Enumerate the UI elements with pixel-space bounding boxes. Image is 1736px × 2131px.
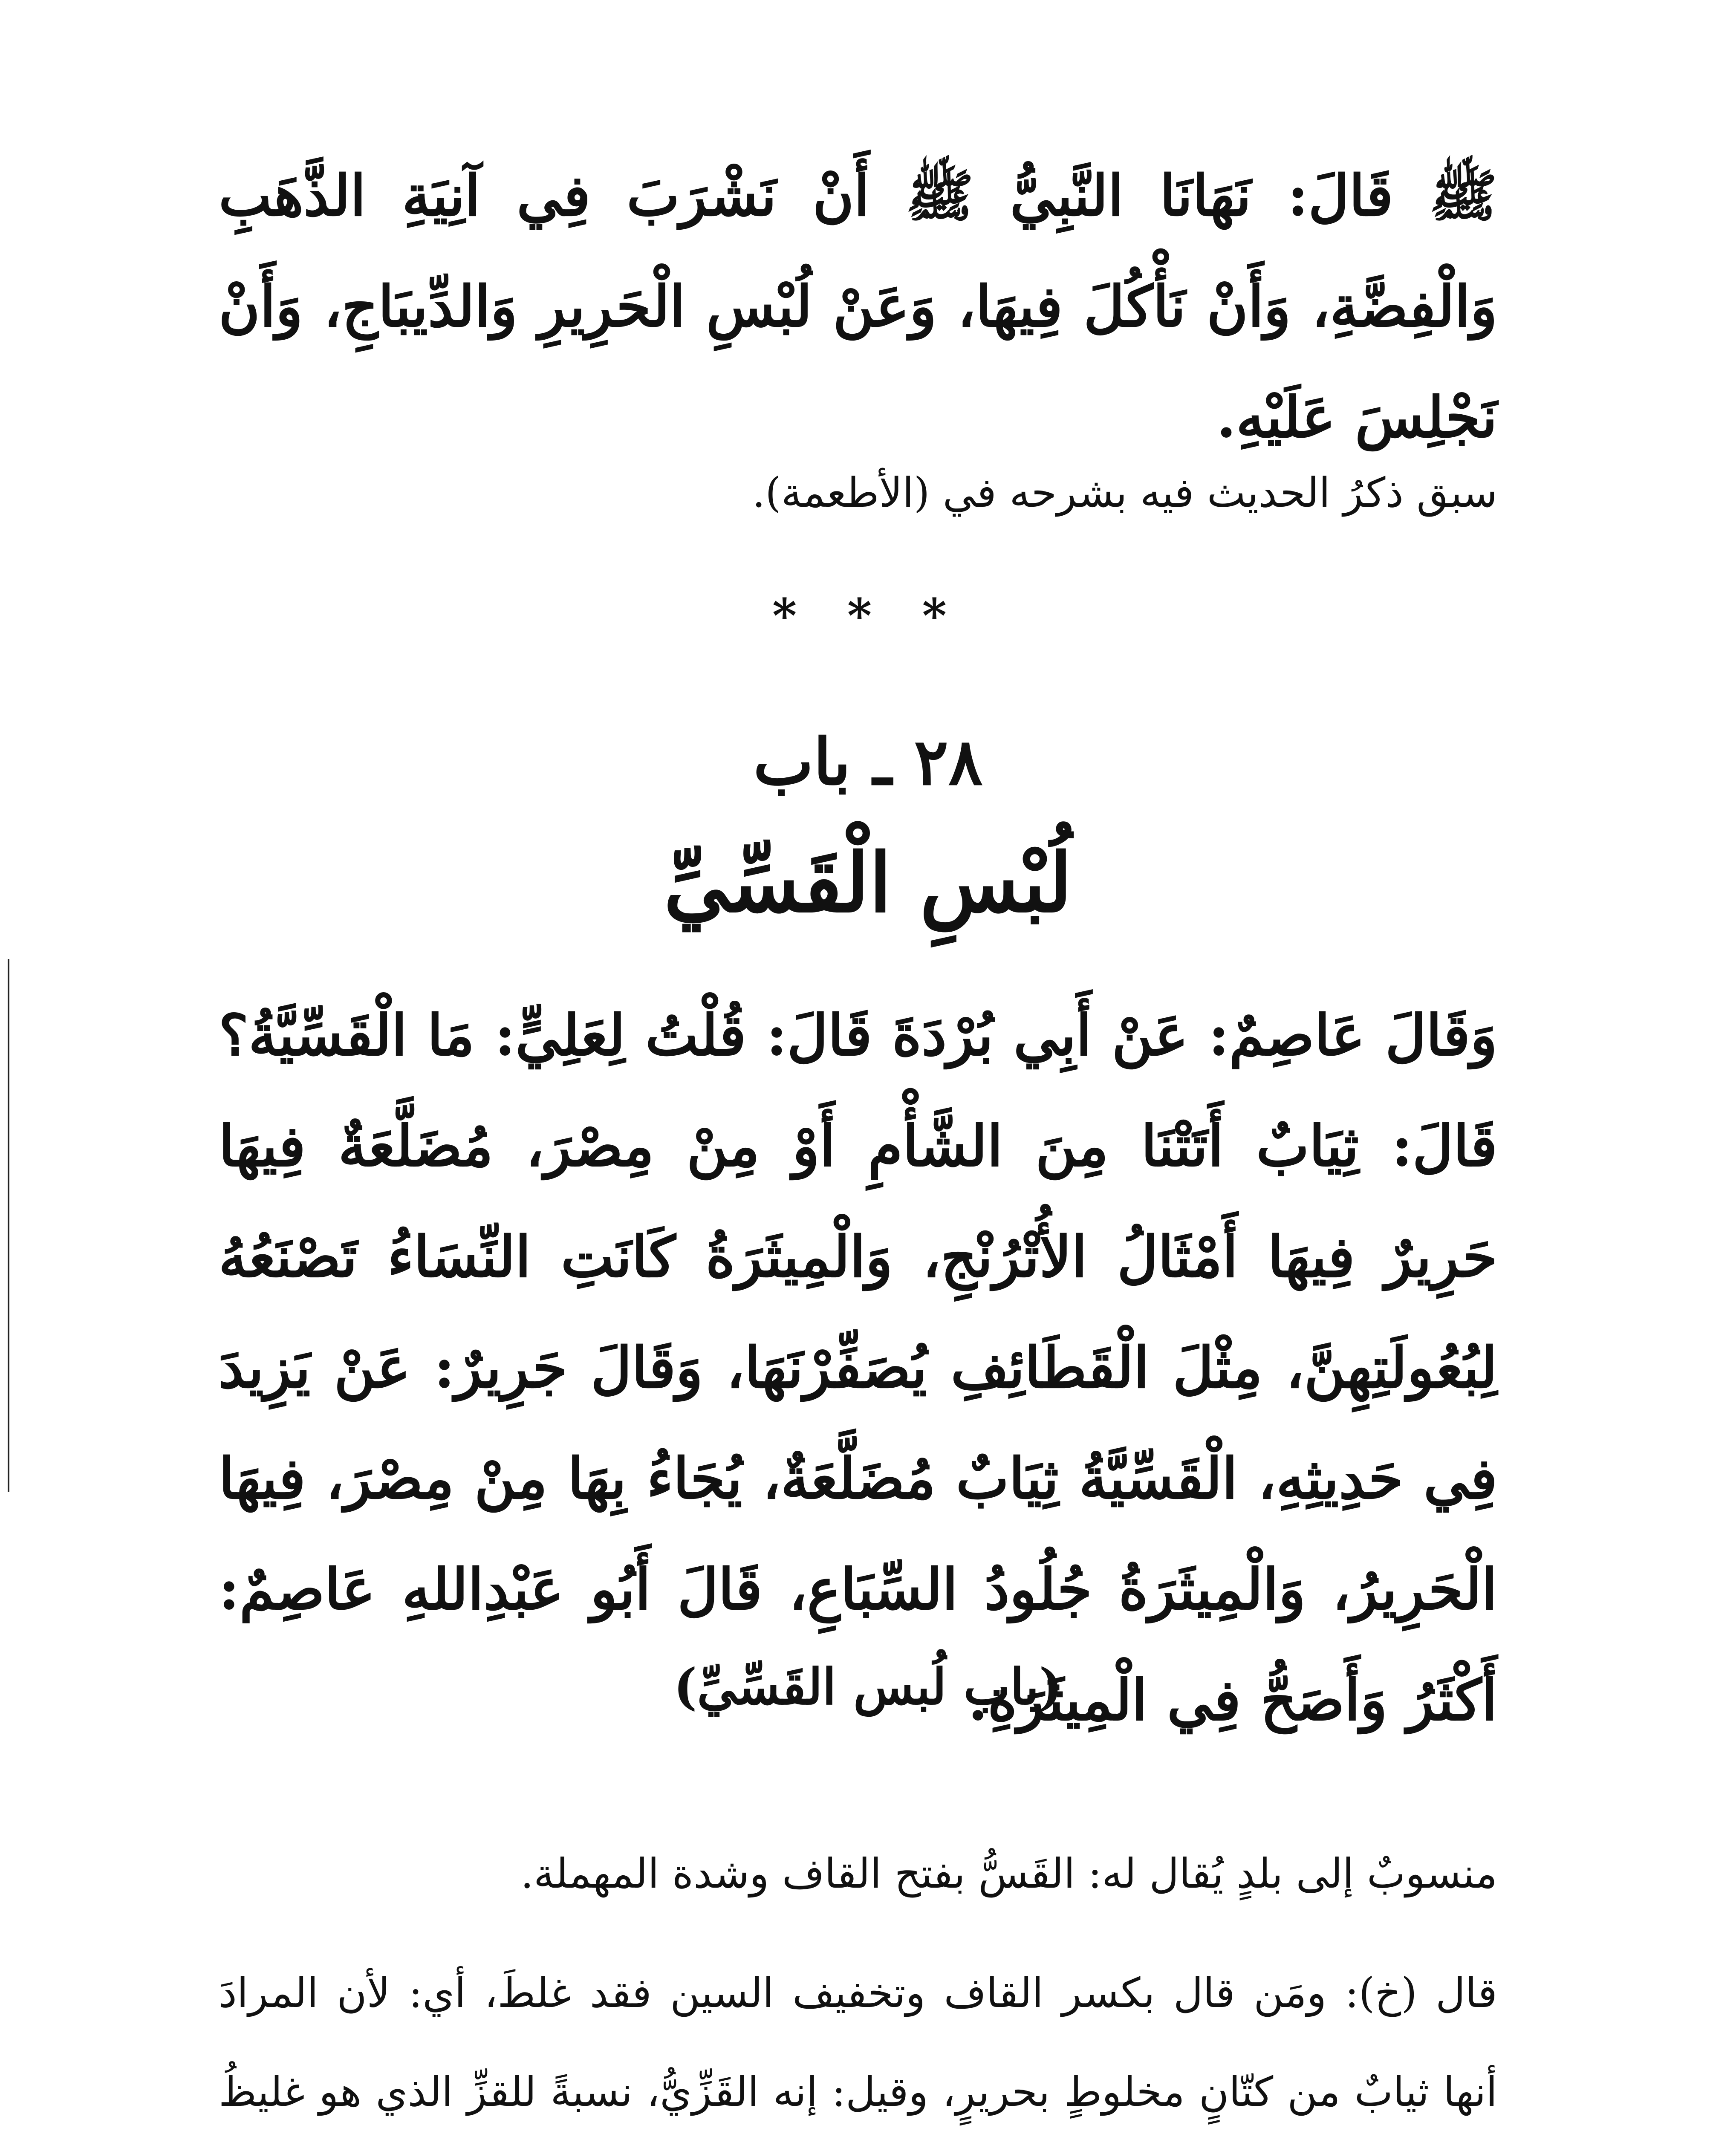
chapter-title: لُبْسِ الْقَسِّيِّ	[664, 835, 1072, 930]
hadith-text-2: وَقَالَ عَاصِمٌ: عَنْ أَبِي بُرْدَةَ قَالَ: قُلْتُ لِعَلِيٍّ: مَا الْقَسِّيَّةُ؟ قَالَ: ثِيَابٌ أَتَتْنَا مِنَ الشَّأْمِ أَوْ مِنْ مِصْرَ، مُضَلَّعَةٌ فِيهَا حَرِيرٌ فِيهَا أَمْثَالُ الأُتْرُنْجِ، وَالْمِيثَرَةُ كَانَتِ النِّسَاءُ تَصْنَعُهُ لِبُعُولَتِهِنَّ، مِثْلَ الْقَطَائِفِ يُصَفِّرْنَهَا، وَقَالَ جَرِيرٌ: عَنْ يَزِيدَ فِي حَدِيثِهِ، الْقَسِّيَّةُ ثِيَابٌ مُضَلَّعَةٌ، يُجَاءُ بِهَا مِنْ مِصْرَ، فِيهَا الْحَرِيرُ، وَالْمِيثَرَةُ جُلُودُ السِّبَاعِ، قَالَ أَبُو عَبْدِاللهِ عَاصِمٌ: أَكْثَرُ وَأَصَحُّ فِي الْمِيثَرَةِ.	[219, 1002, 1497, 1733]
hadith-text-1: ﷺ قَالَ: نَهَانَا النَّبِيُّ ﷺ أَنْ نَشْرَبَ فِي آنِيَةِ الذَّهَبِ وَالْفِضَّةِ، وَأَنْ نَأْكُلَ فِيهَا، وَعَنْ لُبْسِ الْحَرِيرِ وَالدِّيبَاجِ، وَأَنْ نَجْلِسَ عَلَيْهِ.	[219, 163, 1497, 450]
commentary-heading: (باب لُبس القَسِّيِّ)	[673, 1658, 1063, 1716]
commentary-note-2: منسوبٌ إلى بلدٍ يُقال له: القَسُّ بفتح القاف وشدة المهملة.	[520, 1850, 1497, 1897]
commentary-note-1: سبق ذكرُ الحديث فيه بشرحه في (الأطعمة).	[752, 469, 1497, 517]
chapter-number: ٢٨ ـ باب	[753, 725, 983, 800]
scan-edge-line	[8, 959, 9, 1492]
section-separator: * * *	[772, 588, 964, 643]
commentary-note-3: قال (خ): ومَن قال بكسر القاف وتخفيف السين فقد غلطَ، أي: لأن المرادَ أنها ثيابٌ من كتّانٍ مخلوطٍ بحريرٍ، وقيل: إنه القَزِّيُّ، نسبةً للقزِّ الذي هو غليظُ	[219, 1969, 1497, 2116]
